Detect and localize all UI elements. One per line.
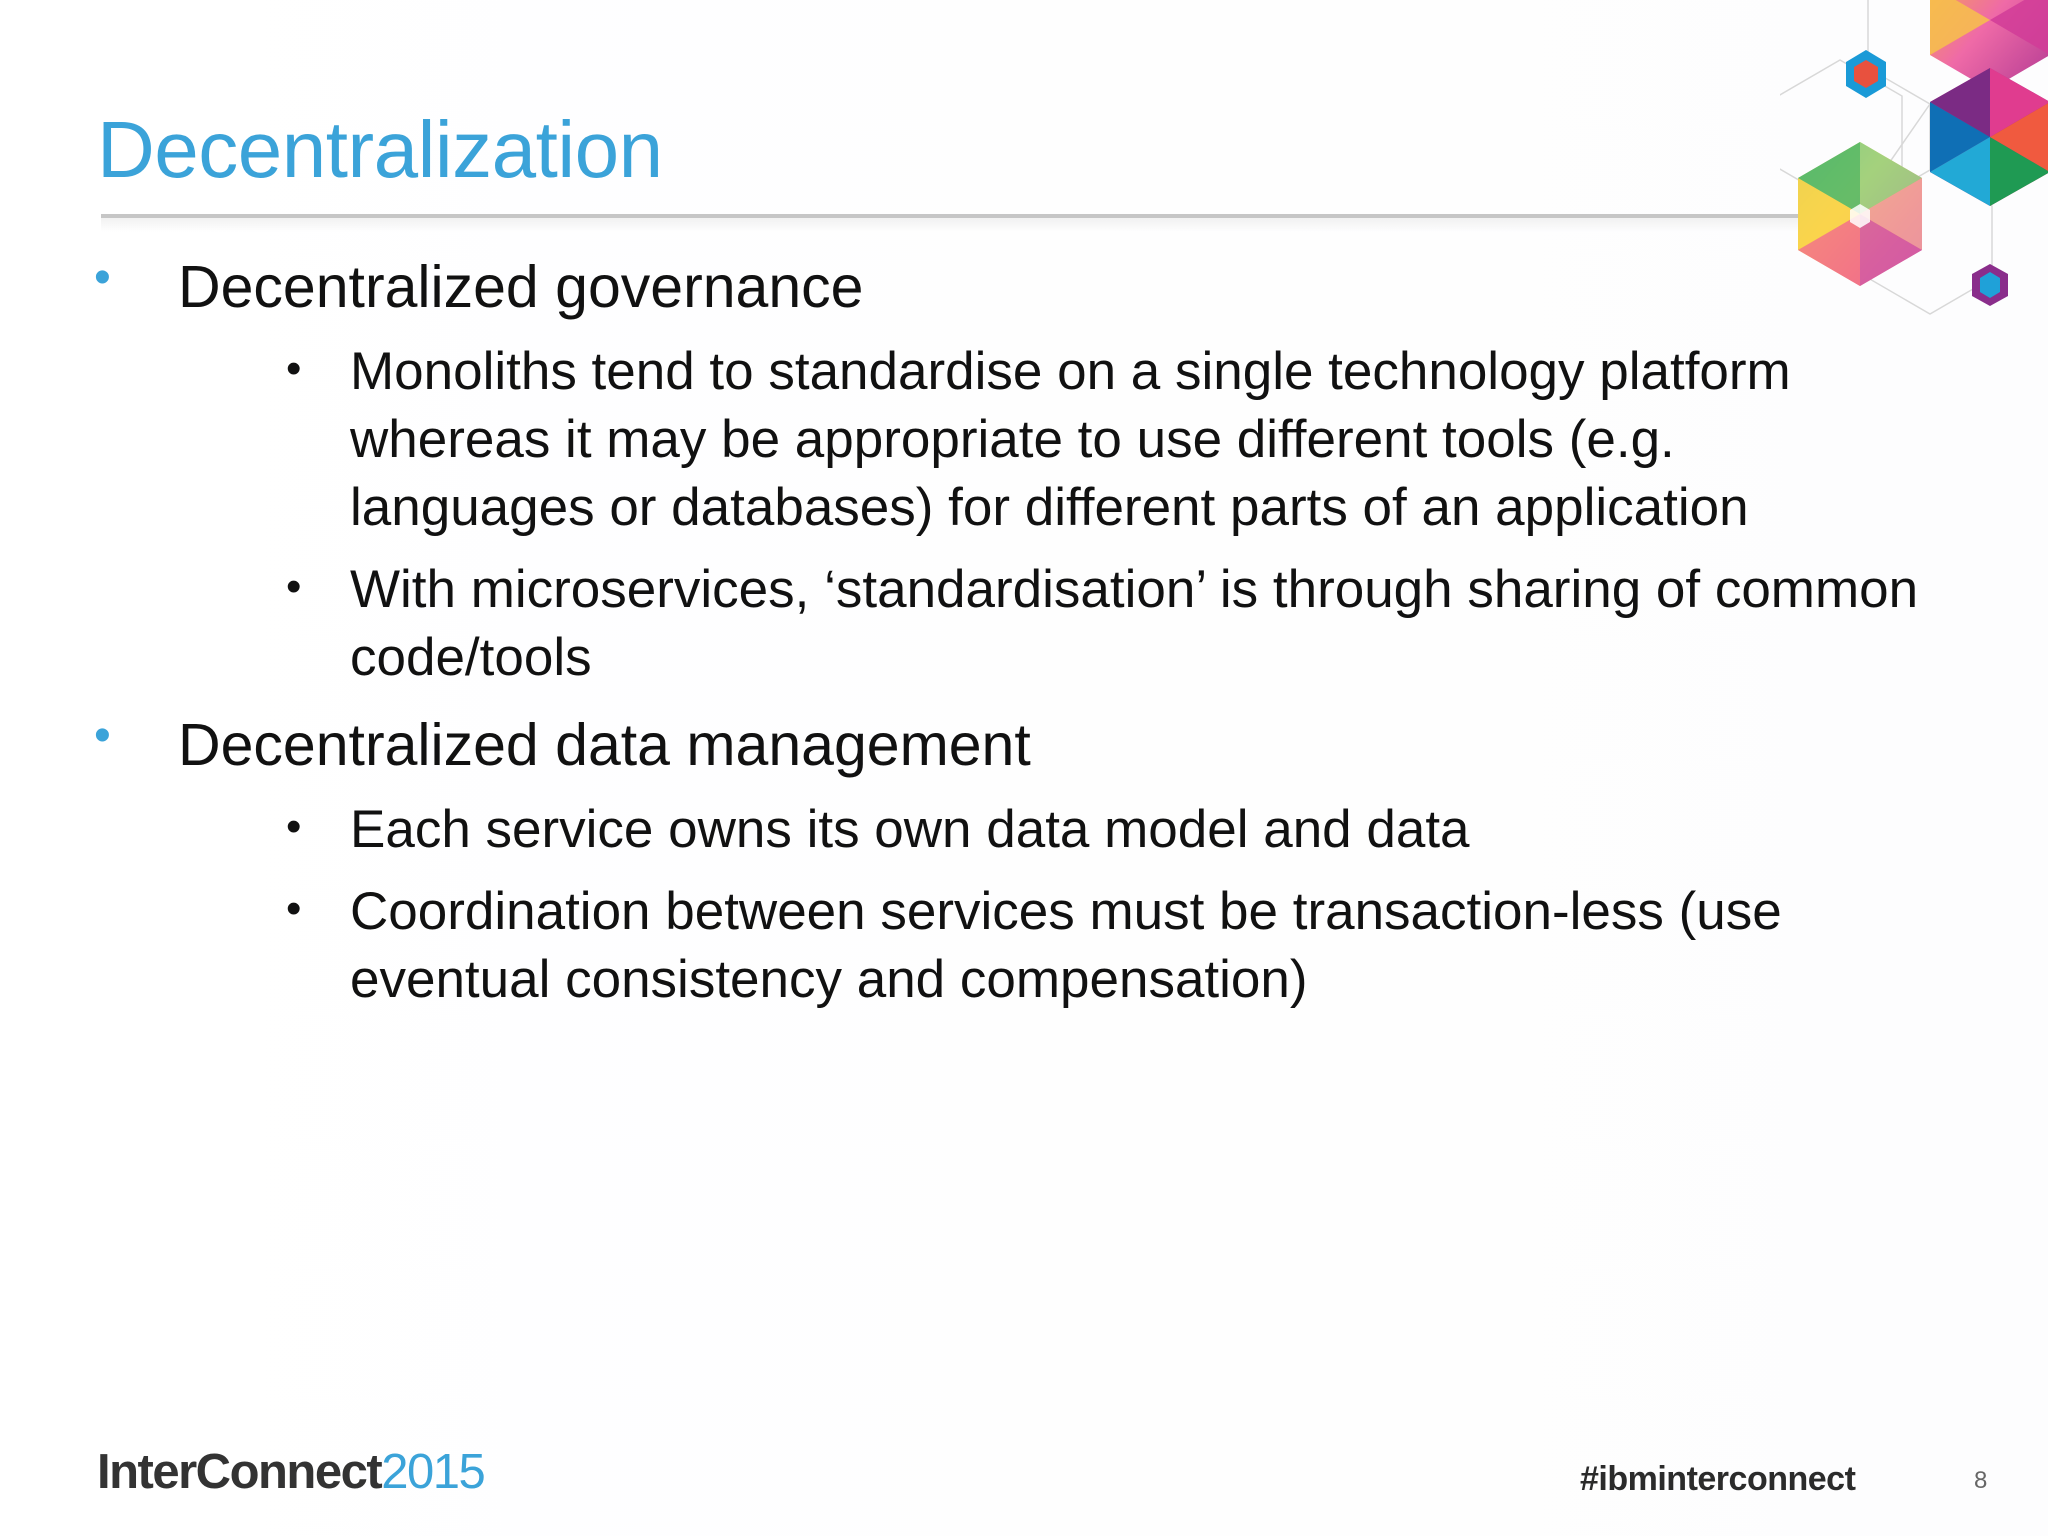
section-heading: Decentralized data management — [178, 712, 1031, 778]
bullet-text: Each service owns its own data model and data — [350, 800, 1470, 859]
level2-bullet: • — [286, 884, 302, 933]
slide-title: Decentralization — [97, 105, 663, 194]
bullet-text: With microservices, ‘standardisation’ is through sharing of common code/tools — [350, 560, 1919, 687]
hexagon-cluster-logo-icon — [1780, 0, 2048, 320]
page-number: 8 — [1974, 1467, 1988, 1494]
bullet-text: Coordination between services must be transaction-less (use eventual consistency and compensation) — [350, 882, 1782, 1009]
level2-bullet: • — [286, 344, 302, 393]
brand-year: 2015 — [381, 1445, 485, 1499]
level1-bullet: • — [94, 251, 111, 304]
bullet-text: Monoliths tend to standardise on a single technology platform whereas it may be appropriate to use different tools (e.g. languages or databases) for different parts of an application — [350, 342, 1791, 537]
level2-bullet: • — [286, 562, 302, 611]
level1-bullet: • — [94, 709, 111, 762]
section-heading: Decentralized governance — [178, 254, 864, 320]
footer-brand-logo — [97, 1442, 484, 1502]
level2-bullet: • — [286, 802, 302, 851]
title-divider-shadow — [101, 218, 1841, 232]
brand-name: InterConnect — [97, 1445, 382, 1499]
footer-hashtag: #ibminterconnect — [1580, 1460, 1856, 1498]
